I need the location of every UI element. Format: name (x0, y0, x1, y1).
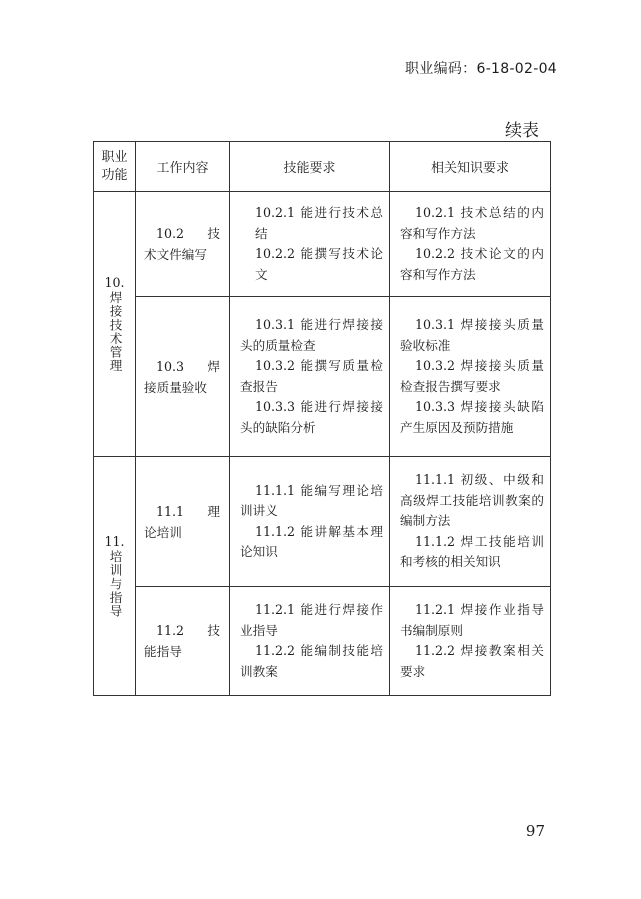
function-cell (94, 457, 136, 696)
skills-table (93, 141, 551, 696)
page-number: 97 (525, 822, 545, 840)
skill-item: 10.3.2 能撰写质量检查报告 (240, 358, 383, 394)
header-line: 职业 (101, 149, 128, 165)
table-row (94, 297, 551, 457)
work-text: 论培训 (144, 524, 182, 540)
function-title: 焊接技术管理 (107, 291, 123, 373)
work-text: 能指导 (144, 644, 182, 659)
work-text: 接质量验收 (144, 379, 207, 395)
knowledge-item: 11.1.1 初级、中级和高级焊工技能培训教案的编制方法 (400, 472, 544, 529)
work-word: 焊 (207, 358, 220, 374)
knowledge-cell (390, 457, 551, 587)
knowledge-item: 11.2.2 焊接教案相关要求 (400, 643, 544, 679)
skill-cell (230, 192, 390, 297)
skill-cell (230, 297, 390, 457)
work-content-cell (136, 457, 230, 587)
header-occupation-function (94, 142, 136, 192)
header-skill-requirements: 技能要求 (230, 142, 390, 192)
continued-label: 续表 (505, 121, 539, 141)
work-number: 10.2 (156, 226, 185, 241)
header-knowledge-requirements: 相关知识要求 (390, 142, 551, 192)
work-word: 理 (207, 503, 220, 519)
knowledge-item: 10.2.1 技术总结的内容和写作方法 (400, 205, 544, 241)
skill-cell (230, 587, 390, 696)
function-title: 培训与指导 (107, 550, 123, 618)
skill-item: 11.1.1 能编写理论培训讲义 (240, 482, 383, 518)
work-content-cell (136, 297, 230, 457)
work-number: 11.2 (156, 623, 185, 638)
skill-item: 10.3.1 能进行焊接接头的质量检查 (240, 317, 383, 353)
work-text: 术文件编写 (144, 247, 207, 262)
function-number: 11. (104, 534, 125, 549)
table-row (94, 192, 551, 297)
work-content-cell (136, 587, 230, 696)
header-work-content: 工作内容 (136, 142, 230, 192)
work-word: 技 (207, 623, 220, 638)
skill-item: 10.2.1 能进行技术总结 (255, 205, 383, 241)
knowledge-cell (390, 587, 551, 696)
knowledge-cell (390, 297, 551, 457)
knowledge-cell (390, 192, 551, 297)
work-number: 11.1 (156, 503, 185, 519)
table-row (94, 457, 551, 587)
skill-item: 11.1.2 能讲解基本理论知识 (240, 523, 383, 559)
table-header-row (94, 142, 551, 192)
function-number: 10. (104, 275, 125, 291)
knowledge-item: 11.1.2 焊工技能培训和考核的相关知识 (400, 533, 544, 570)
knowledge-item: 11.2.1 焊接作业指导书编制原则 (400, 602, 544, 638)
occupation-code: 职业编码：6-18-02-04 (404, 61, 557, 77)
table-row (94, 587, 551, 696)
knowledge-item: 10.3.1 焊接接头质量验收标准 (400, 317, 544, 353)
function-cell (94, 192, 136, 457)
knowledge-item: 10.2.2 技术论文的内容和写作方法 (400, 246, 544, 282)
work-word: 技 (207, 226, 220, 241)
knowledge-item: 10.3.3 焊接接头缺陷产生原因及预防措施 (400, 399, 544, 435)
skill-item: 11.2.2 能编制技能培训教案 (240, 643, 383, 679)
skill-item: 10.2.2 能撰写技术论文 (255, 246, 383, 282)
skill-item: 10.3.3 能进行焊接接头的缺陷分析 (240, 399, 383, 435)
knowledge-item: 10.3.2 焊接接头质量检查报告撰写要求 (400, 358, 544, 394)
work-number: 10.3 (156, 358, 185, 374)
skill-cell (230, 457, 390, 587)
work-content-cell (136, 192, 230, 297)
skill-item: 11.2.1 能进行焊接作业指导 (240, 602, 383, 638)
header-line: 功能 (101, 167, 128, 183)
